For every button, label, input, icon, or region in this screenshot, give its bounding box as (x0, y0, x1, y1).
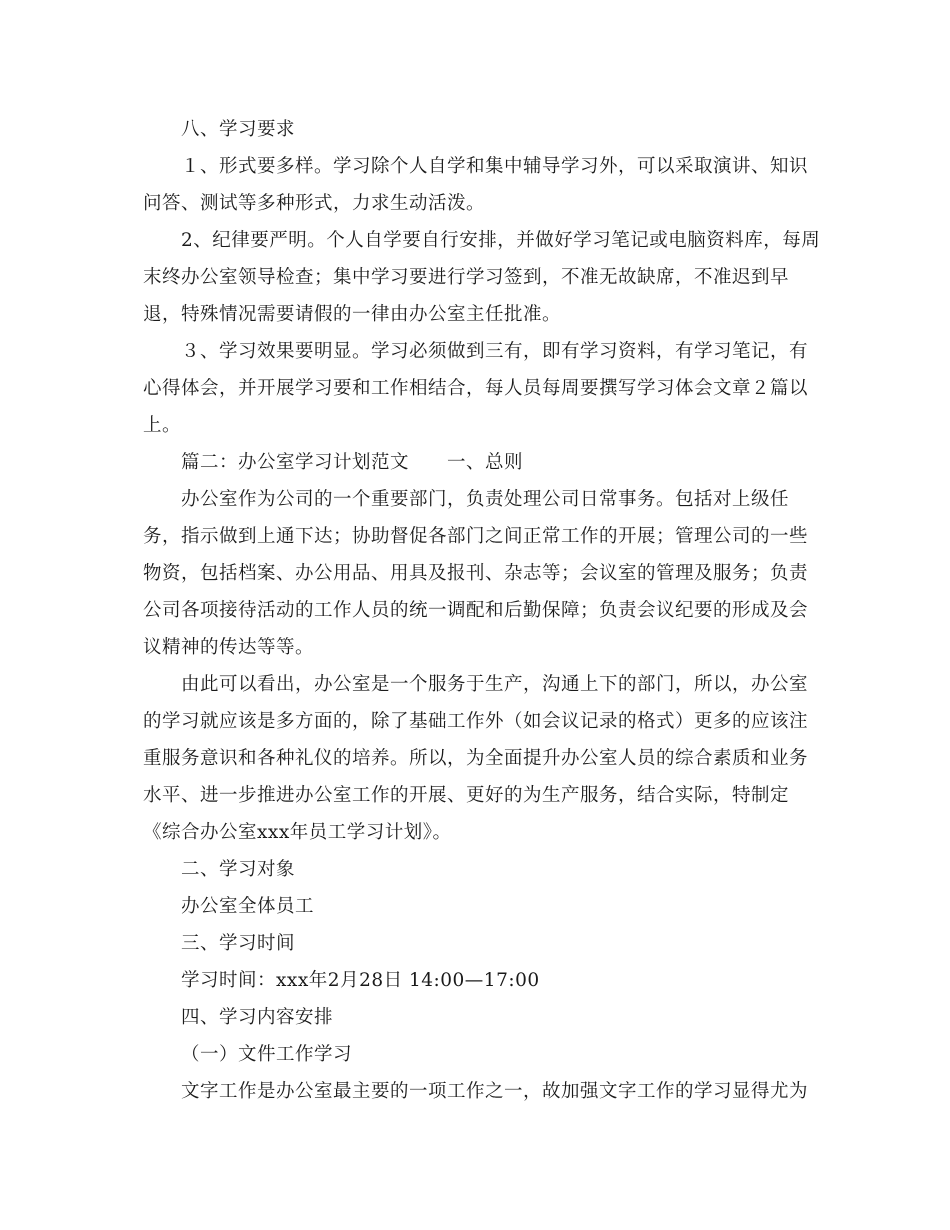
subheading-document-work: （一）文件工作学习 (181, 1044, 353, 1065)
heading-study-target: 二、学习对象 (181, 859, 296, 880)
paragraph-line: 务，指示做到上通下达；协助督促各部门之间正常工作的开展；管理公司的一些 (143, 526, 809, 547)
section-title: 篇二：办公室学习计划范文 一、总则 (181, 452, 524, 473)
paragraph-line: 学习时间：xxx年2月28日 14:00—17:00 (181, 970, 540, 991)
heading-study-content: 四、学习内容安排 (181, 1007, 334, 1028)
paragraph-line: 上。 (143, 415, 182, 436)
paragraph-line: 心得体会，并开展学习要和工作相结合，每人员每周要撰写学习体会文章２篇以 (143, 378, 809, 399)
heading-study-time: 三、学习时间 (181, 933, 296, 954)
paragraph-line: 公司各项接待活动的工作人员的统一调配和后勤保障；负责会议纪要的形成及会 (143, 600, 809, 621)
paragraph-line: 末终办公室领导检查；集中学习要进行学习签到，不准无故缺席，不准迟到早 (143, 267, 790, 288)
paragraph-line: 问答、测试等多种形式，力求生动活泼。 (143, 193, 486, 214)
paragraph-line: 办公室全体员工 (181, 896, 315, 917)
paragraph-line: 办公室作为公司的一个重要部门，负责处理公司日常事务。包括对上级任 (181, 489, 790, 510)
paragraph-line: １、形式要多样。学习除个人自学和集中辅导学习外，可以采取演讲、知识 (181, 156, 809, 177)
paragraph-line: 文字工作是办公室最主要的一项工作之一，故加强文字工作的学习显得尤为 (181, 1081, 809, 1102)
paragraph-line: 重服务意识和各种礼仪的培养。所以，为全面提升办公室人员的综合素质和业务 (143, 748, 809, 769)
paragraph-line: 议精神的传达等等。 (143, 637, 315, 658)
paragraph-line: 由此可以看出，办公室是一个服务于生产，沟通上下的部门，所以，办公室 (181, 674, 809, 695)
paragraph-line: 退，特殊情况需要请假的一律由办公室主任批准。 (143, 304, 562, 325)
paragraph-line: 物资，包括档案、办公用品、用具及报刊、杂志等；会议室的管理及服务；负责 (143, 563, 809, 584)
paragraph-line: 水平、进一步推进办公室工作的开展、更好的为生产服务，结合实际，特制定 (143, 785, 790, 806)
heading-study-requirements: 八、学习要求 (181, 119, 296, 140)
paragraph-line: ３、学习效果要明显。学习必须做到三有，即有学习资料，有学习笔记，有 (181, 341, 809, 362)
paragraph-line: 2、纪律要严明。个人自学要自行安排，并做好学习笔记或电脑资料库，每周 (181, 230, 821, 251)
paragraph-line: 《综合办公室xxx年员工学习计划》。 (143, 822, 452, 843)
paragraph-line: 的学习就应该是多方面的，除了基础工作外（如会议记录的格式）更多的应该注 (143, 711, 809, 732)
